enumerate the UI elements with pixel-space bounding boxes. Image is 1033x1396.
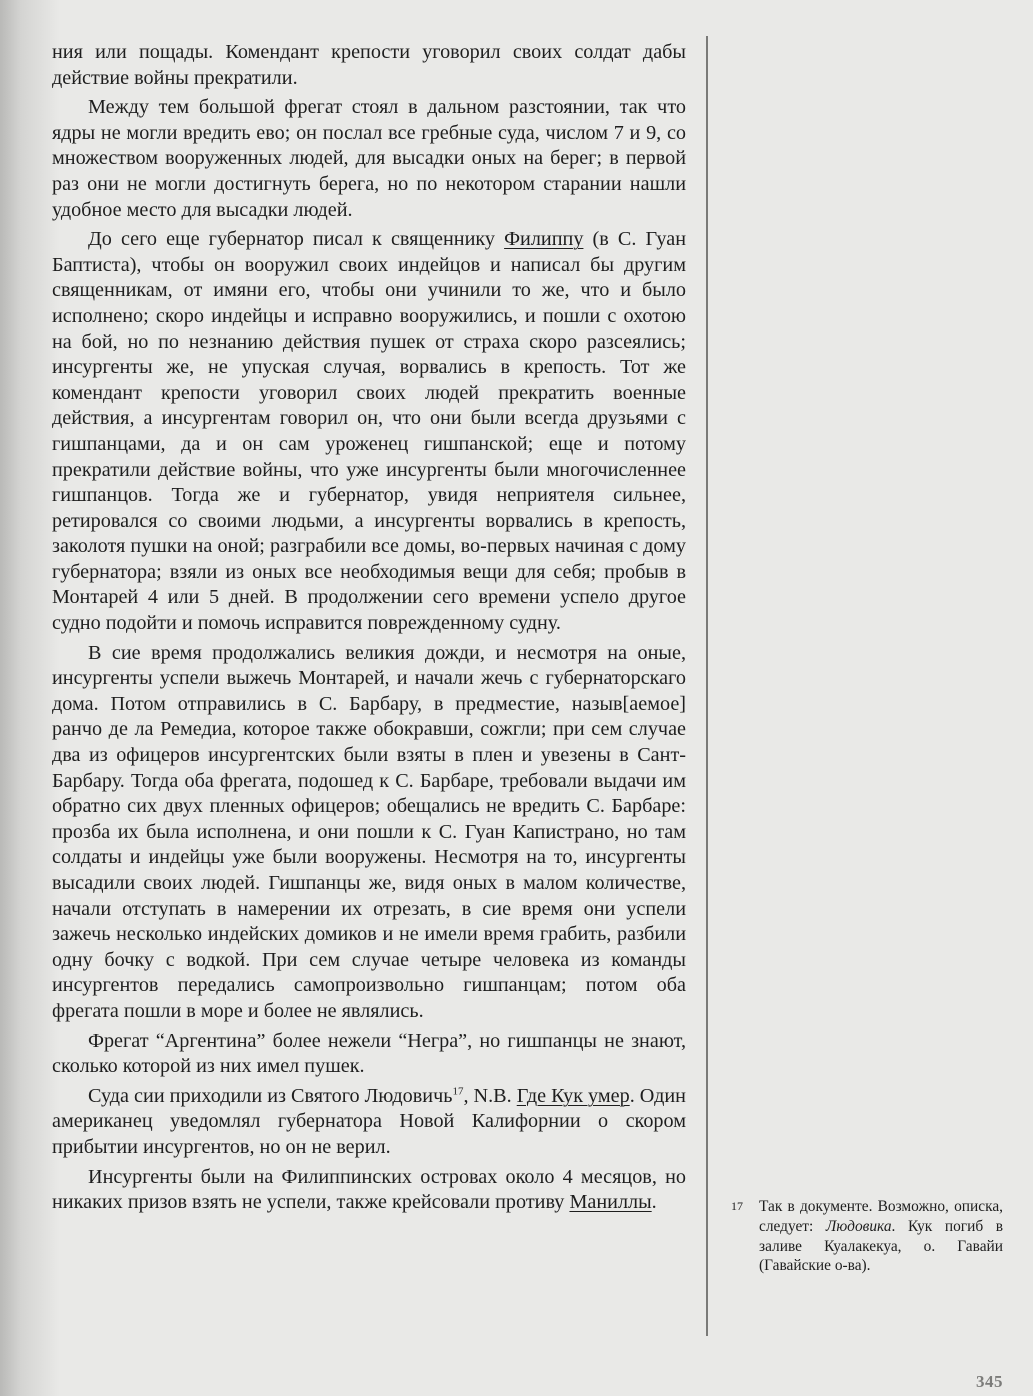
- paragraph-5: Фрегат “Аргентина” более нежели “Негра”, но гишпанцы не знают, сколько которой из них имел пушек.: [52, 1029, 686, 1078]
- underlined-name-manila: Маниллы: [569, 1191, 652, 1214]
- paragraph-3-text-a: До сего еще губернатор писал к священнику: [88, 228, 505, 251]
- paragraph-3: [52, 227, 686, 637]
- paragraph-7-text-a: Инсургенты были на Филиппинских островах около 4 месяцов, но никаких призов взять не успели, также крейсовали противу: [52, 1165, 686, 1214]
- page-number: 345: [976, 1372, 1003, 1391]
- column-divider-rule: [706, 36, 708, 1336]
- paragraph-6-text-b: , N.B.: [463, 1084, 517, 1107]
- paragraph-6-text-c: . Один американец уведомлял губернатора Новой Калифорнии о скором прибытии инсургентов, но он не верил.: [52, 1084, 686, 1158]
- paragraph-7-text-b: .: [651, 1191, 657, 1214]
- paragraph-6: [52, 1084, 686, 1161]
- underlined-phrase-cook: Где Кук умер: [516, 1084, 630, 1107]
- underlined-name-filipp: Филиппу: [504, 228, 584, 251]
- main-text-column: [52, 40, 686, 1216]
- footnote-italic-word: Людовика: [825, 1217, 892, 1235]
- page-gutter-shadow: [0, 0, 60, 1396]
- paragraph-1: ния или пощады. Комендант крепости уговорил своих солдат дабы действие войны прекратили.: [52, 41, 686, 89]
- footnote-text: [731, 1197, 1003, 1276]
- footnote-text-b: . Кук погиб в заливе Куалакекуа, о. Гавайи (Гавайские о-ва).: [759, 1217, 1003, 1275]
- footnote-text-a: Так в документе. Возможно, описка, следует:: [759, 1198, 1003, 1235]
- footnote-number: 17: [731, 1199, 743, 1213]
- paragraph-7: [52, 1165, 686, 1216]
- paragraph-2: Между тем большой фрегат стоял в дальном разстоянии, так что ядры не могли вредить ево; он послал все гребные суда, числом 7 и 9, со множеством вооруженных людей, для высадки оных на берег; в первой раз они не могли достигнуть берега, но по некотором старании нашли удобное место для высадки людей.: [52, 96, 686, 221]
- footnote-reference: 17: [452, 1085, 464, 1098]
- paragraph-6-text-a: Суда сии приходили из Святого Людовичь: [88, 1084, 453, 1107]
- paragraph-3-text-b: (в С. Гуан Баптиста), чтобы он вооружил своих индейцов и написал бы другим священникам, от имяни его, чтобы они учинили то же, что и было исполнено; скоро индейцы и исправно вооружились, и пошли с охотою на бой, но по незнанию действия пушек от страха скоро разсеялись; инсургенты же, не упуская случая, ворвались в крепость. Тот же комендант крепости уговорил своих людей прекратить военные действия, а инсургентам говорил он, что они были всегда друзьями с гишпанцами, да и он сам уроженец гишпанской; еще и потому прекратили действие войны, что уже инсургенты были многочисленнее гишпанцов. Тогда же и губернатор, увидя неприятеля сильнее, ретировался со своими людьми, а инсургенты ворвались в крепость, заколотя пушки на оной; разграбили все домы, во-первых начиная с дому губернатора; взяли из оных все необходимыя вещи для себя; пробыв в Монтарей 4 или 5 дней. В продолжении сего времени успело другое судно подойти и помочь исправится поврежденному судну.: [52, 228, 686, 635]
- footnote-17: [731, 1197, 1003, 1276]
- paragraph-4: В сие время продолжались великия дожди, и несмотря на оные, инсургенты успели выжечь Монтарей, и начали жечь с губернаторскаго дома. Потом отправились в С. Барбару, в предместие, назыв[аемое] ранчо де ла Ремедиа, которое также обокравши, сожгли; при сем случае два из офицеров инсургентских были взяты в плен и увезены в Сант-Барбару. Тогда оба фрегата, подошед к С. Барбаре, требовали выдачи им обратно сих двух пленных офицеров; обещались не вредить С. Барбаре: прозба их была исполнена, и они пошли к С. Гуан Капистрано, но там солдаты и индейцы уже были вооружены. Несмотря на то, инсургенты высадили своих людей. Гишпанцы же, видя оных в малом количестве, начали отступать в намерении их отрезать, в сие время они успели зажечь несколько индейских домиков и не имели время грабить, разбили одну бочку с водкой. При сем случае четыре человека из команды инсургентов передались самопроизвольно гишпанцам; потом оба фрегата пошли в море и более не являлись.: [52, 641, 686, 1022]
